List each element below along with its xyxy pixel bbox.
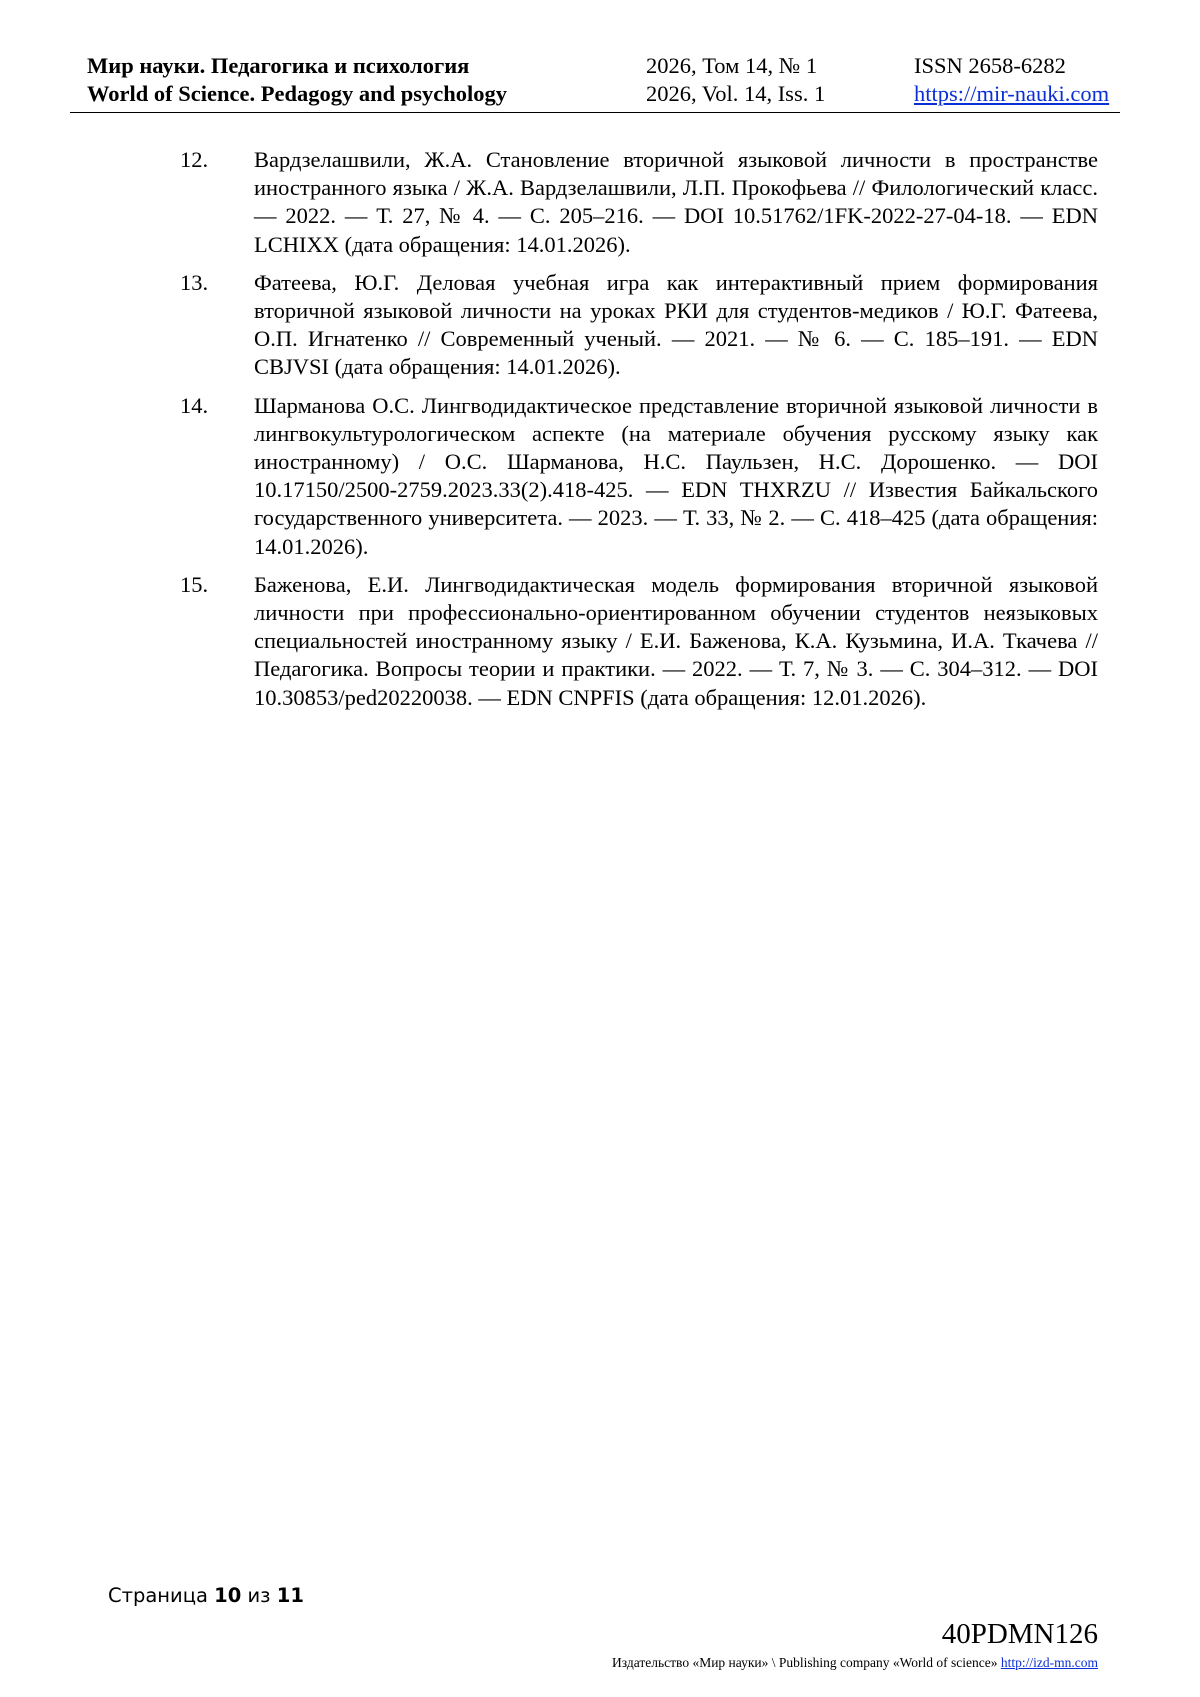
reference-item <box>180 146 1098 259</box>
reference-list <box>180 146 1098 722</box>
publisher-line <box>612 1655 1098 1671</box>
page-current: 10 <box>214 1584 242 1607</box>
reference-number: 15. <box>180 571 209 597</box>
page-counter <box>108 1584 304 1607</box>
reference-item <box>180 571 1098 712</box>
reference-item <box>180 269 1098 382</box>
reference-text: Шарманова О.С. Лингводидактическое представление вторичной языковой личности в лингвокультурологическом аспекте (на материале обучения русскому языку как иностранному) / О.С. Шарманова, Н.С. Паульзен, Н.С. Дорошенко. — DOI 10.17150/2500-2759.2023.33(2).418-425. — EDN THXRZU // Известия Байкальского государственного университета. — 2023. — Т. 33, № 2. — С. 418–425 (дата обращения: 14.01.2026). <box>254 392 1098 559</box>
page-prefix: Страница <box>108 1584 208 1607</box>
page-of: из <box>247 1584 271 1607</box>
journal-title-en: World of Science. Pedagogy and psychology <box>87 81 508 106</box>
reference-text: Вардзелашвили, Ж.А. Становление вторичной языковой личности в пространстве иностранного языка / Ж.А. Вардзелашвили, Л.П. Прокофьева // Филологический класс. — 2022. — Т. 27, № 4. — С. 205–216. — DOI 10.51762/1FK-2022-27-04-18. — EDN LCHIXX (дата обращения: 14.01.2026). <box>254 147 1098 257</box>
journal-title-block <box>87 52 507 108</box>
reference-number: 14. <box>180 392 209 418</box>
reference-item <box>180 392 1098 561</box>
page-total: 11 <box>276 1584 304 1607</box>
publisher-url-link[interactable]: http://izd-mn.com <box>1000 1655 1098 1670</box>
issue-info-block <box>646 52 825 108</box>
article-code: 40PDMN126 <box>941 1618 1098 1650</box>
issn: ISSN 2658-6282 <box>914 53 1066 78</box>
reference-text: Баженова, Е.И. Лингводидактическая модель формирования вторичной языковой личности при профессионально-ориентированном обучении студентов неязыковых специальностей иностранному языку / Е.И. Баженова, К.А. Кузьмина, И.А. Ткачева // Педагогика. Вопросы теории и практики. — 2022. — Т. 7, № 3. — С. 304–312. — DOI 10.30853/ped20220038. — EDN CNPFIS (дата обращения: 12.01.2026). <box>254 571 1098 710</box>
issue-info-en: 2026, Vol. 14, Iss. 1 <box>646 81 826 106</box>
publisher-text: Издательство «Мир науки» \ Publishing company «World of science» <box>612 1655 998 1670</box>
issue-info-ru: 2026, Том 14, № 1 <box>646 53 818 78</box>
journal-title-ru: Мир науки. Педагогика и психология <box>87 53 470 78</box>
reference-number: 13. <box>180 269 209 295</box>
reference-text: Фатеева, Ю.Г. Деловая учебная игра как интерактивный прием формирования вторичной языковой личности на уроках РКИ для студентов-медиков / Ю.Г. Фатеева, О.П. Игнатенко // Современный ученый. — 2021. — № 6. — С. 185–191. — EDN CBJVSI (дата обращения: 14.01.2026). <box>254 269 1098 380</box>
journal-url-link[interactable]: https://mir-nauki.com <box>914 81 1110 106</box>
issn-block <box>914 52 1109 108</box>
reference-number: 12. <box>180 147 209 172</box>
page-header <box>70 52 1120 113</box>
